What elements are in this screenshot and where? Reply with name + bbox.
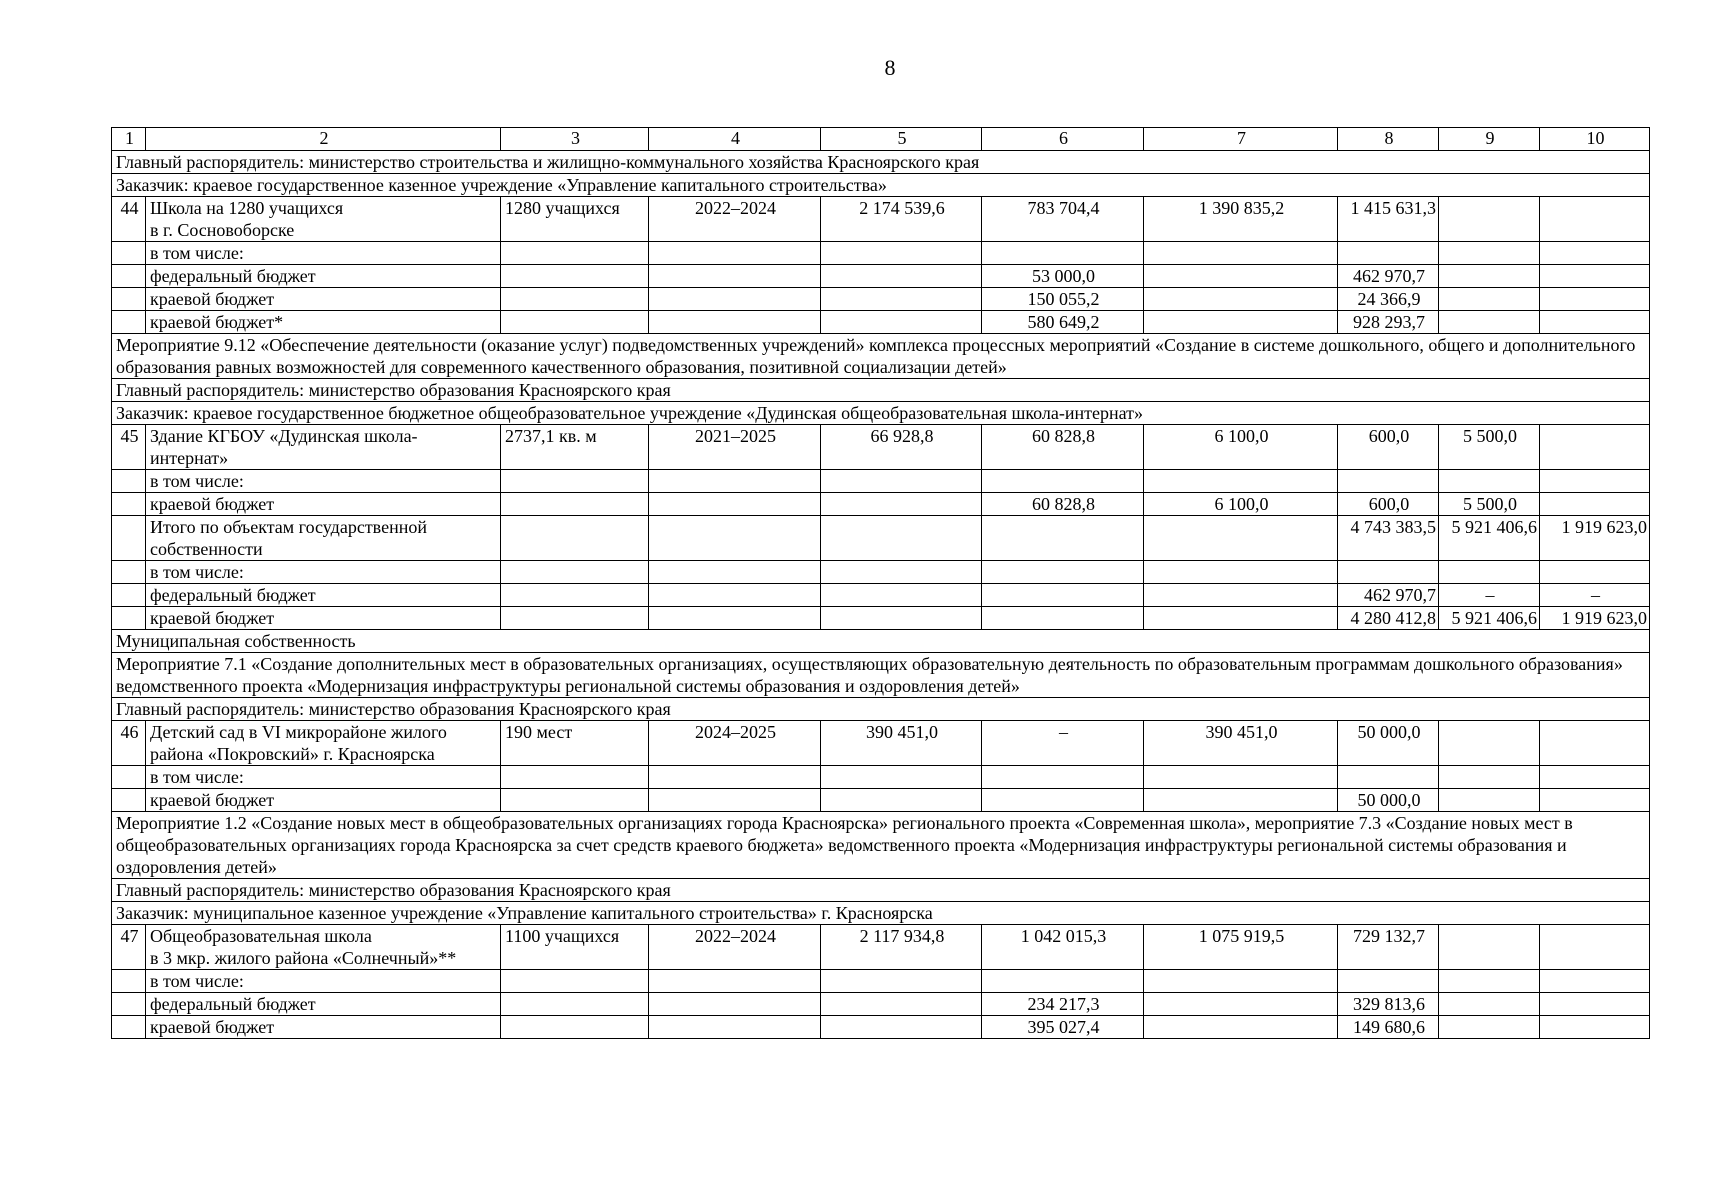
value-cell: 600,0	[1338, 493, 1439, 516]
header-cell: 9	[1439, 128, 1540, 151]
object-name: Общеобразовательная школа в 3 мкр. жилого района «Солнечный»**	[146, 925, 501, 970]
row-number: 45	[112, 425, 146, 470]
row-number: 44	[112, 197, 146, 242]
table-row	[112, 379, 1650, 402]
object-name: Школа на 1280 учащихся в г. Сосновоборске	[146, 197, 501, 242]
value-cell: 395 027,4	[982, 1016, 1144, 1039]
value-cell: 1 919 623,0	[1540, 607, 1650, 630]
header-cell: 4	[649, 128, 821, 151]
table-row	[112, 470, 1650, 493]
table-row	[112, 993, 1650, 1016]
table-row	[112, 151, 1650, 174]
value-cell: 53 000,0	[982, 265, 1144, 288]
header-cell: 2	[146, 128, 501, 151]
table-row	[112, 174, 1650, 197]
section-manager: Главный распорядитель: министерство строительства и жилищно-коммунального хозяйства Красноярского края	[112, 151, 1650, 174]
table-row	[112, 402, 1650, 425]
row-label: в том числе:	[146, 470, 501, 493]
value-cell: 5 500,0	[1439, 493, 1540, 516]
capacity-cell: 1280 учащихся	[501, 197, 649, 242]
table-row	[112, 334, 1650, 379]
value-cell: 580 649,2	[982, 311, 1144, 334]
value-cell	[1540, 197, 1650, 242]
table-row	[112, 902, 1650, 925]
value-cell: 60 828,8	[982, 493, 1144, 516]
total-label: Итого по объектам государственной собственности	[146, 516, 501, 561]
value-cell: 24 366,9	[1338, 288, 1439, 311]
table-row	[112, 721, 1650, 766]
table-row	[112, 197, 1650, 242]
table-row	[112, 425, 1650, 470]
value-cell: 1 415 631,3	[1338, 197, 1439, 242]
value-cell: 6 100,0	[1144, 493, 1338, 516]
row-label: в том числе:	[146, 970, 501, 993]
value-cell: 1 075 919,5	[1144, 925, 1338, 970]
row-label: в том числе:	[146, 561, 501, 584]
value-cell: 390 451,0	[1144, 721, 1338, 766]
value-cell: 390 451,0	[821, 721, 982, 766]
table-row	[112, 311, 1650, 334]
value-cell	[1439, 197, 1540, 242]
table-row	[112, 766, 1650, 789]
header-cell: 5	[821, 128, 982, 151]
value-cell: 5 921 406,6	[1439, 607, 1540, 630]
row-label: в том числе:	[146, 766, 501, 789]
table-row	[112, 561, 1650, 584]
period-cell: 2022–2024	[649, 925, 821, 970]
measure-description: Мероприятие 9.12 «Обеспечение деятельности (оказание услуг) подведомственных учреждений» комплекса процессных мероприятий «Создание в системе дошкольного, общего и дополнительного образования равных возможностей для современного качественного образования, позитивной социализации детей»	[112, 334, 1650, 379]
section-manager: Главный распорядитель: министерство образования Красноярского края	[112, 379, 1650, 402]
table-row	[112, 879, 1650, 902]
value-cell: 60 828,8	[982, 425, 1144, 470]
table-row	[112, 789, 1650, 812]
header-cell: 3	[501, 128, 649, 151]
value-cell: 149 680,6	[1338, 1016, 1439, 1039]
header-cell: 1	[112, 128, 146, 151]
value-cell: 2 174 539,6	[821, 197, 982, 242]
row-label: федеральный бюджет	[146, 993, 501, 1016]
table-row	[112, 607, 1650, 630]
value-cell: 329 813,6	[1338, 993, 1439, 1016]
period-cell: 2024–2025	[649, 721, 821, 766]
value-cell: 5 500,0	[1439, 425, 1540, 470]
value-cell: 4 743 383,5	[1338, 516, 1439, 561]
value-cell: 6 100,0	[1144, 425, 1338, 470]
table-row	[112, 493, 1650, 516]
value-cell: 1 919 623,0	[1540, 516, 1650, 561]
value-cell: 1 042 015,3	[982, 925, 1144, 970]
header-cell: 7	[1144, 128, 1338, 151]
value-cell: 150 055,2	[982, 288, 1144, 311]
value-cell: 783 704,4	[982, 197, 1144, 242]
section-manager: Главный распорядитель: министерство образования Красноярского края	[112, 879, 1650, 902]
value-cell: 928 293,7	[1338, 311, 1439, 334]
value-cell: 4 280 412,8	[1338, 607, 1439, 630]
row-label: краевой бюджет	[146, 1016, 501, 1039]
table-row	[112, 812, 1650, 879]
table-row	[112, 925, 1650, 970]
object-name: Здание КГБОУ «Дудинская школа- интернат»	[146, 425, 501, 470]
table-row	[112, 242, 1650, 265]
object-name: Детский сад в VI микрорайоне жилого района «Покровский» г. Красноярска	[146, 721, 501, 766]
table-header-row	[112, 128, 1650, 151]
capacity-cell: 190 мест	[501, 721, 649, 766]
section-customer: Заказчик: муниципальное казенное учреждение «Управление капитального строительства» г. Красноярска	[112, 902, 1650, 925]
row-label: краевой бюджет	[146, 493, 501, 516]
capacity-cell: 2737,1 кв. м	[501, 425, 649, 470]
table-row	[112, 630, 1650, 653]
table-row	[112, 288, 1650, 311]
value-cell: 462 970,7	[1338, 584, 1439, 607]
row-label: краевой бюджет	[146, 789, 501, 812]
value-cell: 50 000,0	[1338, 789, 1439, 812]
table-row	[112, 265, 1650, 288]
table-row	[112, 1016, 1650, 1039]
row-label: федеральный бюджет	[146, 265, 501, 288]
measure-description: Мероприятие 7.1 «Создание дополнительных мест в образовательных организациях, осуществляющих образовательную деятельность по образовательным программам дошкольного образования» ведомственного проекта «Модернизация инфраструктуры региональной системы образования и оздоровления детей»	[112, 653, 1650, 698]
value-cell: 50 000,0	[1338, 721, 1439, 766]
section-manager: Главный распорядитель: министерство образования Красноярского края	[112, 698, 1650, 721]
period-cell: 2022–2024	[649, 197, 821, 242]
value-cell: 1 390 835,2	[1144, 197, 1338, 242]
page-number: 8	[884, 55, 896, 80]
dash-cell: –	[982, 721, 1144, 766]
header-cell: 8	[1338, 128, 1439, 151]
dash-cell: –	[1439, 584, 1540, 607]
header-cell: 10	[1540, 128, 1650, 151]
budget-table	[111, 127, 1650, 1039]
row-label: краевой бюджет*	[146, 311, 501, 334]
section-customer: Заказчик: краевое государственное бюджетное общеобразовательное учреждение «Дудинская общеобразовательная школа-интернат»	[112, 402, 1650, 425]
row-number: 47	[112, 925, 146, 970]
value-cell: 66 928,8	[821, 425, 982, 470]
table-row	[112, 970, 1650, 993]
period-cell: 2021–2025	[649, 425, 821, 470]
property-type: Муниципальная собственность	[112, 630, 1650, 653]
capacity-cell: 1100 учащихся	[501, 925, 649, 970]
value-cell: 600,0	[1338, 425, 1439, 470]
row-label: краевой бюджет	[146, 288, 501, 311]
value-cell: 462 970,7	[1338, 265, 1439, 288]
value-cell: 729 132,7	[1338, 925, 1439, 970]
table-row	[112, 698, 1650, 721]
header-cell: 6	[982, 128, 1144, 151]
value-cell: 5 921 406,6	[1439, 516, 1540, 561]
table-row	[112, 653, 1650, 698]
row-label: краевой бюджет	[146, 607, 501, 630]
measure-description: Мероприятие 1.2 «Создание новых мест в общеобразовательных организациях города Красноярска» регионального проекта «Современная школа», мероприятие 7.3 «Создание новых мест в общеобразовательных организациях города Красноярска за счет средств краевого бюджета» ведомственного проекта «Модернизация инфраструктуры региональной системы образования и оздоровления детей»	[112, 812, 1650, 879]
row-number: 46	[112, 721, 146, 766]
row-label: федеральный бюджет	[146, 584, 501, 607]
value-cell: 2 117 934,8	[821, 925, 982, 970]
section-customer: Заказчик: краевое государственное казенное учреждение «Управление капитального строительства»	[112, 174, 1650, 197]
table-row	[112, 584, 1650, 607]
dash-cell: –	[1540, 584, 1650, 607]
value-cell: 234 217,3	[982, 993, 1144, 1016]
row-label: в том числе:	[146, 242, 501, 265]
table-row	[112, 516, 1650, 561]
